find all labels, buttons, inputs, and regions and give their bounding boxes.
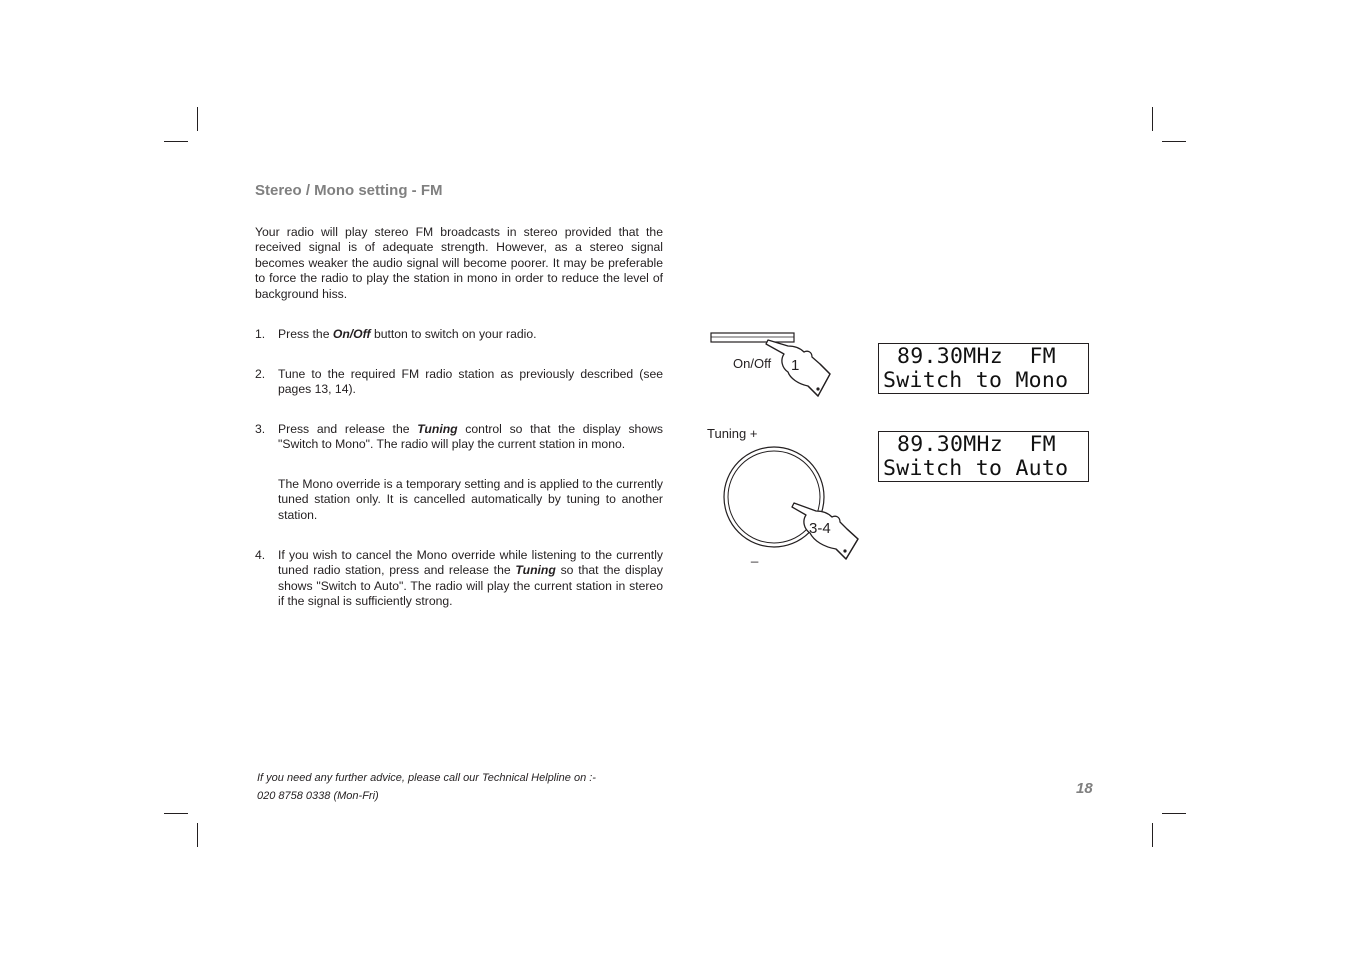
tuning-minus-label: _ xyxy=(751,548,759,563)
intro-paragraph: Your radio will play stereo FM broadcasts in stereo provided that the received signal is of adequate strength. However, as a stereo signal becomes weaker the audio signal will become poorer. It may be preferable to force the radio to play the station in mono in order to reduce the level of background hiss. xyxy=(255,225,663,301)
tuning-control-name: Tuning xyxy=(417,422,458,436)
step-text: Tune to the required FM radio station as previously described (see pages 13, 14). xyxy=(278,367,663,397)
crop-mark xyxy=(197,823,198,847)
tuning-knob-illustration xyxy=(720,443,865,568)
step-number: 3. xyxy=(255,422,266,436)
crop-mark xyxy=(197,107,198,131)
lcd-display-auto xyxy=(878,431,1089,482)
lcd-line-2: Switch to Mono xyxy=(883,368,1069,393)
onoff-button-bar xyxy=(711,333,794,342)
page-title: Stereo / Mono setting - FM xyxy=(255,182,443,199)
onoff-label: On/Off xyxy=(733,356,772,371)
step-3 xyxy=(255,422,663,453)
crop-mark xyxy=(1152,823,1153,847)
tuning-control-name: Tuning xyxy=(515,563,556,578)
step-4 xyxy=(255,548,663,610)
step-text: Press and release the Tuning control so that the display shows "Switch to Mono". The radio will play the current station in mono. xyxy=(278,422,663,452)
crop-mark xyxy=(1152,107,1153,131)
onoff-button-name: On/Off xyxy=(332,327,371,341)
lcd-line-1: 89.30MHz FM xyxy=(897,432,1056,457)
step-1 xyxy=(255,327,663,342)
crop-mark xyxy=(164,141,188,142)
step-text: If you wish to cancel the Mono override while listening to the currently tuned radio station, press and release the Tuning so that the display shows "Switch to Auto". The radio will play the current station in stereo if the signal is sufficiently strong. xyxy=(278,548,663,609)
step-number: 1. xyxy=(255,327,266,341)
lcd-line-2: Switch to Auto xyxy=(883,456,1069,481)
crop-mark xyxy=(164,813,188,814)
step-2 xyxy=(255,367,663,398)
onoff-step-number: 1 xyxy=(791,357,800,374)
helpline-footer xyxy=(257,769,596,805)
crop-mark xyxy=(1162,141,1186,142)
step-text: Press the On/Off button to switch on your radio. xyxy=(278,327,537,341)
tuning-plus-label: Tuning + xyxy=(707,426,758,441)
lcd-display-mono xyxy=(878,343,1089,394)
step-3-note xyxy=(255,477,663,523)
footer-line-1: If you need any further advice, please call our Technical Helpline on :- xyxy=(257,772,596,784)
footer-line-2: 020 8758 0338 (Mon-Fri) xyxy=(257,790,379,802)
crop-mark xyxy=(1162,813,1186,814)
lcd-line-1: 89.30MHz FM xyxy=(897,344,1056,369)
page-number: 18 xyxy=(1076,780,1093,797)
note-text: The Mono override is a temporary setting and is applied to the currently tuned station only. It is cancelled automatically by tuning to another station. xyxy=(278,477,663,522)
onoff-button-illustration xyxy=(708,328,838,408)
step-number: 2. xyxy=(255,367,266,381)
step-number: 4. xyxy=(255,548,266,562)
tuning-step-number: 3-4 xyxy=(809,520,831,537)
